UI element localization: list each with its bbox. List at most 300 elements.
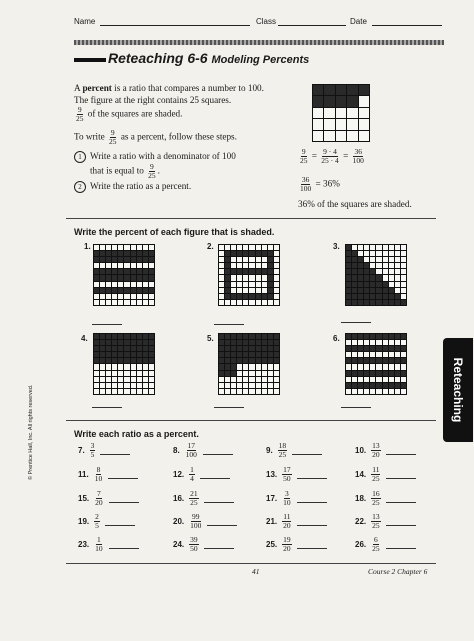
figure-grid-cell — [131, 263, 136, 268]
ratio-answer-blank[interactable] — [386, 517, 416, 526]
figure-grid-cell — [268, 300, 273, 305]
figure-grid-cell — [100, 275, 105, 280]
figure-grid-cell — [352, 352, 357, 357]
figure-grid-cell — [149, 364, 154, 369]
figure-grid-cell — [106, 288, 111, 293]
ratio-exercise — [78, 536, 139, 553]
figure-grid-cell — [131, 389, 136, 394]
ratio-answer-blank[interactable] — [386, 446, 416, 455]
exercise-number: 23. — [78, 540, 90, 549]
exercise-number: 15. — [78, 494, 90, 503]
ratio-answer-blank[interactable] — [386, 494, 416, 503]
figure-grid-cell — [376, 263, 381, 268]
figure-grid-cell — [346, 282, 351, 287]
figure-grid-cell — [225, 346, 230, 351]
figure-grid-cell — [256, 294, 261, 299]
figure-grid-cell — [358, 334, 363, 339]
figure-grid-cell — [389, 389, 394, 394]
figure-grid-cell — [243, 346, 248, 351]
figure-grid-cell — [383, 251, 388, 256]
ratio-answer-blank[interactable] — [204, 494, 234, 503]
example-grid-cell — [359, 119, 369, 129]
figure-grid-cell — [346, 251, 351, 256]
figure-grid-cell — [346, 300, 351, 305]
ratio-answer-blank[interactable] — [203, 446, 233, 455]
figure-grid-cell — [118, 371, 123, 376]
figure-grid-cell — [100, 334, 105, 339]
ratio-answer-blank[interactable] — [200, 470, 230, 479]
example-grid-cell — [324, 108, 334, 118]
figure-grid-cell — [137, 371, 142, 376]
figure-grid-cell — [352, 371, 357, 376]
figure-grid-cell — [370, 269, 375, 274]
figure-6-grid — [345, 333, 407, 395]
figure-grid-cell — [401, 334, 406, 339]
figure-grid-cell — [383, 340, 388, 345]
divider-2 — [66, 420, 436, 421]
answer-2[interactable] — [214, 324, 244, 325]
figure-grid-cell — [131, 251, 136, 256]
figure-grid-cell — [231, 358, 236, 363]
figure-grid-cell — [243, 251, 248, 256]
ratio-fraction: $\frac{2}{5}$ — [95, 512, 99, 530]
figure-grid-cell — [249, 364, 254, 369]
figure-grid-cell — [118, 358, 123, 363]
name-field[interactable] — [100, 25, 250, 26]
example-grid-cell — [347, 119, 357, 129]
figure-grid-cell — [225, 377, 230, 382]
figure-grid-cell — [237, 275, 242, 280]
figure-grid-cell — [219, 389, 224, 394]
example-grid-cell — [359, 108, 369, 118]
figure-grid-cell — [256, 245, 261, 250]
page-title — [108, 50, 309, 66]
figure-grid-cell — [249, 334, 254, 339]
figure-grid-cell — [370, 300, 375, 305]
figure-grid-cell — [256, 300, 261, 305]
figure-grid-cell — [131, 383, 136, 388]
ratio-answer-blank[interactable] — [386, 540, 416, 549]
figure-grid-cell — [237, 282, 242, 287]
figure-grid-cell — [364, 257, 369, 262]
figure-grid-cell — [346, 257, 351, 262]
figure-grid-cell — [237, 269, 242, 274]
figure-grid-cell — [352, 389, 357, 394]
figure-grid-cell — [131, 346, 136, 351]
figure-grid-cell — [112, 275, 117, 280]
figure-grid-cell — [143, 364, 148, 369]
figure-grid-cell — [243, 300, 248, 305]
figure-grid-cell — [383, 352, 388, 357]
ratio-fraction: $\frac{11}{25}$ — [372, 465, 380, 483]
figure-grid-cell — [225, 275, 230, 280]
figure-grid-cell — [94, 288, 99, 293]
figure-grid-cell — [395, 288, 400, 293]
figure-grid-cell — [376, 389, 381, 394]
date-field[interactable] — [372, 25, 442, 26]
figure-grid-cell — [149, 371, 154, 376]
figure-grid-cell — [401, 352, 406, 357]
example-grid-cell — [359, 85, 369, 95]
figure-grid-cell — [352, 358, 357, 363]
figure-grid-cell — [143, 346, 148, 351]
title-stripe — [74, 40, 444, 45]
figure-grid-cell — [219, 263, 224, 268]
figure-grid-cell — [94, 300, 99, 305]
ratio-fraction: $\frac{8}{10}$ — [94, 465, 103, 483]
answer-4[interactable] — [92, 407, 122, 408]
figure-grid-cell — [237, 377, 242, 382]
ratio-answer-blank[interactable] — [297, 470, 327, 479]
figure-grid-cell — [376, 364, 381, 369]
figure-grid-cell — [149, 251, 154, 256]
figure-grid-cell — [237, 288, 242, 293]
figure-grid-cell — [383, 371, 388, 376]
figure-grid-cell — [231, 377, 236, 382]
name-label: Name — [74, 17, 96, 26]
figure-grid-cell — [346, 383, 351, 388]
figure-grid-cell — [219, 334, 224, 339]
figure-grid-cell — [131, 294, 136, 299]
figure-3-label: 3. — [333, 242, 340, 251]
figure-grid-cell — [401, 282, 406, 287]
figure-grid-cell — [225, 389, 230, 394]
figure-grid-cell — [100, 251, 105, 256]
figure-grid-cell — [143, 263, 148, 268]
figure-grid-cell — [106, 389, 111, 394]
figure-grid-cell — [352, 245, 357, 250]
figure-grid-cell — [143, 389, 148, 394]
figure-grid-cell — [243, 371, 248, 376]
figure-grid-cell — [143, 371, 148, 376]
figure-grid-cell — [143, 245, 148, 250]
figure-grid-cell — [395, 300, 400, 305]
figure-grid-cell — [112, 377, 117, 382]
figure-grid-cell — [94, 263, 99, 268]
ratio-answer-blank[interactable] — [109, 494, 139, 503]
figure-grid-cell — [137, 358, 142, 363]
figure-grid-cell — [231, 251, 236, 256]
figure-grid-cell — [143, 275, 148, 280]
figure-grid-cell — [268, 383, 273, 388]
figure-grid-cell — [376, 282, 381, 287]
figure-grid-cell — [262, 334, 267, 339]
figure-grid-cell — [358, 282, 363, 287]
figure-grid-cell — [370, 389, 375, 394]
figure-grid-cell — [243, 269, 248, 274]
figure-grid-cell — [131, 245, 136, 250]
figure-grid-cell — [137, 282, 142, 287]
example-grid-cell — [336, 85, 346, 95]
class-field[interactable] — [278, 25, 346, 26]
exercise-number: 10. — [355, 446, 367, 455]
figure-grid-cell — [231, 334, 236, 339]
ratio-exercise — [355, 442, 416, 459]
figure-grid-cell — [256, 251, 261, 256]
figure-grid-cell — [137, 275, 142, 280]
figure-grid-cell — [112, 257, 117, 262]
figure-grid-cell — [358, 377, 363, 382]
figure-grid-cell — [401, 364, 406, 369]
figure-grid-cell — [274, 389, 279, 394]
figure-grid-cell — [106, 257, 111, 262]
figure-grid-cell — [249, 275, 254, 280]
figure-grid-cell — [370, 371, 375, 376]
ratio-answer-blank[interactable] — [297, 540, 327, 549]
figure-grid-cell — [268, 377, 273, 382]
figure-grid-cell — [219, 294, 224, 299]
exercise-number: 12. — [173, 470, 185, 479]
figure-grid-cell — [401, 383, 406, 388]
figure-grid-cell — [395, 364, 400, 369]
figure-grid-cell — [358, 300, 363, 305]
figure-grid-cell — [262, 377, 267, 382]
example-grid-cell — [313, 119, 323, 129]
figure-grid-cell — [94, 371, 99, 376]
figure-grid-cell — [376, 257, 381, 262]
figure-grid-cell — [389, 269, 394, 274]
figure-2-grid — [218, 244, 280, 306]
figure-grid-cell — [346, 364, 351, 369]
ratio-exercise — [78, 466, 138, 483]
figure-grid-cell — [389, 263, 394, 268]
figure-grid-cell — [389, 275, 394, 280]
figure-grid-cell — [106, 346, 111, 351]
figure-grid-cell — [137, 300, 142, 305]
figure-grid-cell — [389, 377, 394, 382]
ratio-answer-blank[interactable] — [109, 540, 139, 549]
exercise-number: 11. — [78, 470, 89, 479]
answer-6[interactable] — [341, 407, 371, 408]
copyright-notice: © Prentice Hall, Inc. All rights reserved. — [28, 384, 34, 480]
figure-grid-cell — [395, 383, 400, 388]
figure-grid-cell — [268, 352, 273, 357]
figure-grid-cell — [225, 245, 230, 250]
figure-grid-cell — [143, 294, 148, 299]
ratio-exercise — [266, 442, 322, 459]
figure-grid-cell — [118, 275, 123, 280]
figure-grid-cell — [364, 300, 369, 305]
ratio-fraction: $\frac{39}{50}$ — [190, 535, 198, 553]
exercise-number: 24. — [173, 540, 185, 549]
figure-grid-cell — [401, 288, 406, 293]
figure-grid-cell — [118, 294, 123, 299]
figure-grid-cell — [131, 282, 136, 287]
figure-grid-cell — [94, 257, 99, 262]
figure-grid-cell — [149, 269, 154, 274]
figure-grid-cell — [256, 263, 261, 268]
ratio-exercise — [173, 442, 233, 459]
figure-4-grid — [93, 333, 155, 395]
figure-grid-cell — [364, 245, 369, 250]
figure-grid-cell — [243, 334, 248, 339]
figure-grid-cell — [370, 346, 375, 351]
title-black-bar — [74, 58, 106, 62]
figure-grid-cell — [389, 352, 394, 357]
figure-grid-cell — [389, 257, 394, 262]
ratio-exercise — [355, 466, 416, 483]
figure-grid-cell — [401, 300, 406, 305]
figure-grid-cell — [149, 377, 154, 382]
figure-grid-cell — [112, 389, 117, 394]
figure-grid-cell — [237, 340, 242, 345]
equation-2: $\frac{36}{100}$ = 36% — [300, 175, 340, 193]
figure-grid-cell — [401, 257, 406, 262]
figure-grid-cell — [243, 340, 248, 345]
figure-grid-cell — [395, 269, 400, 274]
figure-grid-cell — [262, 389, 267, 394]
figure-grid-cell — [143, 352, 148, 357]
page-number: 41 — [252, 567, 260, 576]
figure-grid-cell — [370, 288, 375, 293]
ratio-answer-blank[interactable] — [108, 470, 138, 479]
figure-grid-cell — [112, 340, 117, 345]
ratio-answer-blank[interactable] — [100, 446, 130, 455]
figure-grid-cell — [237, 371, 242, 376]
ratio-fraction: $\frac{3}{5}$ — [90, 441, 95, 459]
figure-grid-cell — [346, 269, 351, 274]
exercise-number: 7. — [78, 446, 85, 455]
figure-grid-cell — [100, 371, 105, 376]
figure-grid-cell — [389, 340, 394, 345]
figure-grid-cell — [231, 300, 236, 305]
figure-grid-cell — [401, 251, 406, 256]
figure-grid-cell — [262, 269, 267, 274]
figure-grid-cell — [94, 294, 99, 299]
answer-5[interactable] — [214, 407, 244, 408]
figure-grid-cell — [149, 275, 154, 280]
figure-grid-cell — [112, 358, 117, 363]
figure-grid-cell — [262, 340, 267, 345]
figure-grid-cell — [389, 364, 394, 369]
ratio-answer-blank[interactable] — [292, 446, 322, 455]
figure-grid-cell — [131, 377, 136, 382]
figure-grid-cell — [346, 245, 351, 250]
step-1: 1 Write a ratio with a denominator of 100 — [74, 150, 314, 163]
figure-grid-cell — [262, 383, 267, 388]
figure-grid-cell — [94, 275, 99, 280]
figure-grid-cell — [383, 294, 388, 299]
figure-grid-cell — [143, 251, 148, 256]
figure-grid-cell — [395, 245, 400, 250]
exercise-number: 16. — [173, 494, 185, 503]
figure-1-label: 1. — [84, 242, 91, 251]
figure-grid-cell — [149, 334, 154, 339]
figure-grid-cell — [370, 282, 375, 287]
figure-grid-cell — [118, 383, 123, 388]
ratio-answer-blank[interactable] — [386, 470, 416, 479]
ratio-exercise — [266, 490, 327, 507]
figure-grid-cell — [149, 383, 154, 388]
figure-grid-cell — [395, 358, 400, 363]
figure-grid-cell — [268, 275, 273, 280]
figure-grid-cell — [274, 371, 279, 376]
figure-grid-cell — [143, 377, 148, 382]
figure-grid-cell — [346, 288, 351, 293]
figure-grid-cell — [243, 257, 248, 262]
figure-grid-cell — [225, 364, 230, 369]
ratio-exercise — [78, 513, 135, 530]
exercise-number: 14. — [355, 470, 367, 479]
figure-grid-cell — [106, 263, 111, 268]
figure-grid-cell — [346, 352, 351, 357]
figure-grid-cell — [149, 282, 154, 287]
figure-grid-cell — [249, 371, 254, 376]
figure-grid-cell — [352, 269, 357, 274]
figure-grid-cell — [118, 377, 123, 382]
figure-grid-cell — [94, 340, 99, 345]
figure-grid-cell — [383, 358, 388, 363]
figure-grid-cell — [118, 263, 123, 268]
figure-grid-cell — [243, 275, 248, 280]
example-grid — [312, 84, 370, 142]
ratio-answer-blank[interactable] — [204, 540, 234, 549]
figure-grid-cell — [118, 352, 123, 357]
figure-grid-cell — [131, 371, 136, 376]
ratio-answer-blank[interactable] — [297, 494, 327, 503]
figure-grid-cell — [256, 257, 261, 262]
figure-grid-cell — [94, 334, 99, 339]
figure-grid-cell — [249, 352, 254, 357]
answer-3[interactable] — [341, 322, 371, 323]
section-2-heading: Write each ratio as a percent. — [74, 429, 199, 439]
figure-grid-cell — [219, 383, 224, 388]
figure-grid-cell — [376, 383, 381, 388]
figure-grid-cell — [376, 269, 381, 274]
figure-grid-cell — [243, 389, 248, 394]
figure-grid-cell — [249, 300, 254, 305]
answer-1[interactable] — [92, 324, 122, 325]
figure-grid-cell — [376, 251, 381, 256]
figure-grid-cell — [249, 263, 254, 268]
figure-grid-cell — [231, 383, 236, 388]
figure-grid-cell — [401, 294, 406, 299]
figure-grid-cell — [401, 263, 406, 268]
figure-grid-cell — [352, 334, 357, 339]
exercise-number: 26. — [355, 540, 367, 549]
figure-grid-cell — [358, 288, 363, 293]
figure-grid-cell — [395, 334, 400, 339]
figure-grid-cell — [219, 251, 224, 256]
figure-grid-cell — [401, 389, 406, 394]
figure-grid-cell — [274, 377, 279, 382]
figure-grid-cell — [262, 300, 267, 305]
ratio-answer-blank[interactable] — [297, 517, 327, 526]
figure-grid-cell — [243, 358, 248, 363]
figure-grid-cell — [358, 371, 363, 376]
ratio-answer-blank[interactable] — [105, 517, 135, 526]
conclusion: 36% of the squares are shaded. — [298, 199, 412, 209]
figure-grid-cell — [274, 263, 279, 268]
figure-grid-cell — [219, 358, 224, 363]
figure-grid-cell — [268, 389, 273, 394]
figure-grid-cell — [358, 389, 363, 394]
ratio-fraction: $\frac{18}{25}$ — [278, 441, 287, 459]
ratio-answer-blank[interactable] — [207, 517, 237, 526]
figure-grid-cell — [249, 251, 254, 256]
figure-grid-cell — [256, 371, 261, 376]
figure-grid-cell — [137, 257, 142, 262]
figure-grid-cell — [149, 340, 154, 345]
ratio-exercise — [355, 536, 416, 553]
figure-grid-cell — [131, 275, 136, 280]
figure-grid-cell — [106, 358, 111, 363]
example-grid-cell — [313, 108, 323, 118]
figure-grid-cell — [346, 340, 351, 345]
figure-grid-cell — [364, 377, 369, 382]
figure-grid-cell — [237, 300, 242, 305]
figure-grid-cell — [274, 288, 279, 293]
